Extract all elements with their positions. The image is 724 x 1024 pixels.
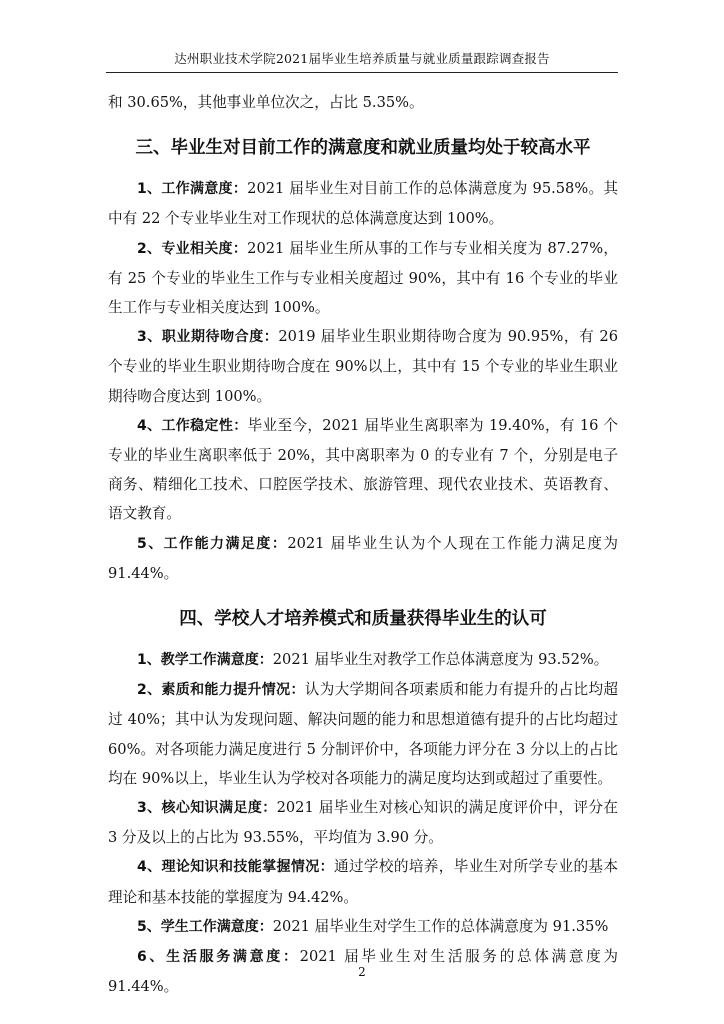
- item-text: 2019 届毕业生职业期待吻合度为 90.95%，有 26 个专业的毕业生职业期待吻合度在 90%以上，其中有 15 个专业的毕业生职业期待吻合度达到 100%。: [108, 328, 618, 405]
- item-label: 1、教学工作满意度：: [137, 652, 273, 669]
- item-text: 2021 届毕业生对核心知识的满足度评价中，评分在 3 分及以上的占比为 93.55%，平均值为 3.90 分。: [108, 799, 618, 847]
- item-text: 2021 届毕业生对目前工作的总体满意度为 95.58%。其中有 22 个专业毕业生对工作现状的总体满意度达到 100%。: [108, 180, 618, 228]
- section-4-item: [108, 675, 618, 793]
- item-text: 毕业至今，2021 届毕业生离职率为 19.40%，有 16 个专业的毕业生离职率低于 20%，其中离职率为 0 的专业有 7 个，分别是电子商务、精细化工技术、口腔医学技术、旅游管理、现代农业技术、英语教育、语文教育。: [108, 416, 618, 523]
- item-text: 2021 届毕业生对学生工作的总体满意度为 91.35%: [272, 917, 609, 935]
- section-4-item: [108, 793, 618, 852]
- item-label: 5、工作能力满足度：: [137, 535, 288, 552]
- item-label: 2、素质和能力提升情况：: [137, 682, 305, 699]
- item-label: 3、职业期待吻合度：: [137, 329, 279, 346]
- section-3-heading: 三、毕业生对目前工作的满意度和就业质量均处于较高水平: [135, 138, 591, 159]
- section-3-list: [108, 174, 618, 588]
- item-label: 4、理论知识和技能掌握情况：: [137, 859, 334, 876]
- document-body: [108, 88, 618, 1001]
- section-4-list: [108, 645, 618, 1001]
- section-3-item: [108, 234, 618, 323]
- item-label: 6、生活服务满意度：: [137, 949, 300, 966]
- section-3-item: [108, 411, 618, 529]
- item-label: 1、工作满意度：: [137, 181, 248, 198]
- intro-paragraph: 和 30.65%，其他事业单位次之，占比 5.35%。: [108, 94, 424, 111]
- header-title: 达州职业技术学院2021届毕业生培养质量与就业质量跟踪调查报告: [174, 51, 550, 66]
- item-text: 认为大学期间各项素质和能力有提升的占比均超过 40%；其中认为发现问题、解决问题的能力和思想道德有提升的占比均超过 60%。对各项能力满足度进行 5 分制评价中，各项能力评分在 3 分以上的占比均在 90%以上，毕业生认为学校对各项能力的满足度均达到或超过了重要性。: [108, 681, 618, 787]
- section-4-item: [108, 645, 618, 675]
- item-text: 2021 届毕业生对生活服务的总体满意度为 91.44%。: [108, 948, 618, 996]
- section-3-item: [108, 322, 618, 411]
- item-text: 通过学校的培养，毕业生对所学专业的基本理论和基本技能的掌握度为 94.42%。: [108, 858, 618, 906]
- item-text: 2021 届毕业生所从事的工作与专业相关度为 87.27%，有 25 个专业的毕业生工作与专业相关度超过 90%，其中有 16 个专业的毕业生工作与专业相关度达到 100%。: [108, 239, 618, 317]
- section-3-item: [108, 174, 618, 233]
- item-label: 3、核心知识满足度：: [137, 800, 277, 817]
- section-4-heading: 四、学校人才培养模式和质量获得毕业生的认可: [179, 609, 547, 630]
- section-4-item: [108, 852, 618, 911]
- page-header: [106, 50, 618, 73]
- section-3-item: [108, 529, 618, 588]
- item-label: 2、专业相关度：: [137, 240, 248, 257]
- item-text: 2021 届毕业生认为个人现在工作能力满足度为 91.44%。: [108, 534, 618, 582]
- section-4-item: [108, 912, 618, 942]
- item-label: 5、学生工作满意度：: [137, 918, 273, 935]
- item-label: 4、工作稳定性：: [137, 417, 248, 434]
- item-text: 2021 届毕业生对教学工作总体满意度为 93.52%。: [272, 651, 609, 669]
- page-number: 2: [358, 965, 366, 979]
